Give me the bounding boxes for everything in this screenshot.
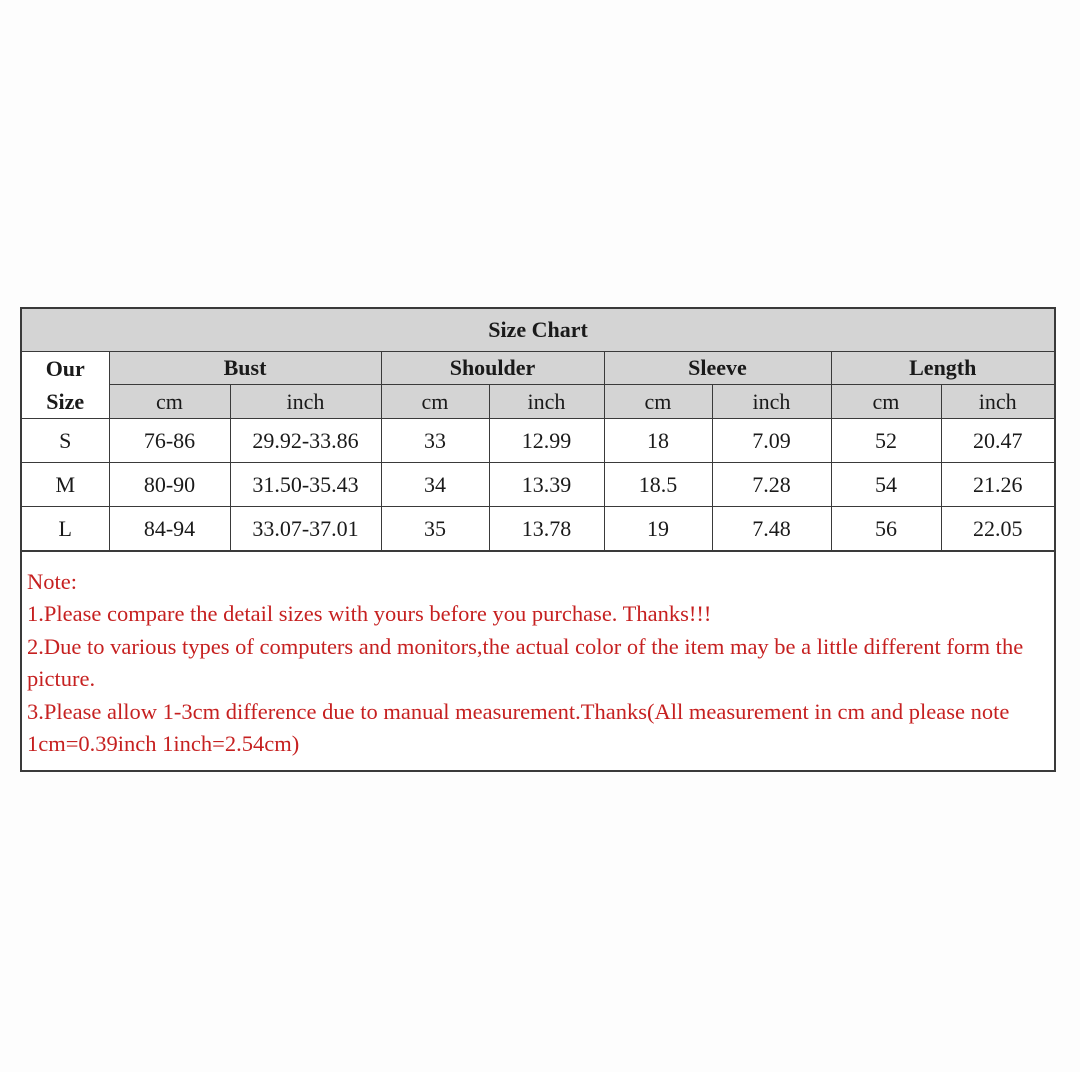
table-cell: 33 <box>381 419 489 463</box>
group-header-bust: Bust <box>109 352 381 385</box>
group-header-length: Length <box>831 352 1054 385</box>
unit-header-length-inch: inch <box>941 385 1054 419</box>
unit-header-bust-cm: cm <box>109 385 230 419</box>
note-line-3: 3.Please allow 1-3cm difference due to manual measurement.Thanks(All measurement in cm and please note 1cm=0.39inch 1inch=2.54cm) <box>27 698 1010 757</box>
chart-title: Size Chart <box>22 309 1054 352</box>
table-cell: 84-94 <box>109 507 230 551</box>
table-cell: 35 <box>381 507 489 551</box>
group-header-shoulder: Shoulder <box>381 352 604 385</box>
size-cell: S <box>22 419 109 463</box>
size-cell: L <box>22 507 109 551</box>
table-row <box>22 463 1054 507</box>
unit-header-shoulder-inch: inch <box>489 385 604 419</box>
table-cell: 33.07-37.01 <box>230 507 381 551</box>
table-cell: 7.28 <box>712 463 831 507</box>
table-cell: 7.09 <box>712 419 831 463</box>
table-cell: 13.39 <box>489 463 604 507</box>
table-cell: 22.05 <box>941 507 1054 551</box>
size-chart-table <box>22 309 1054 551</box>
size-header-line-1: Our <box>45 356 85 381</box>
notes-section <box>22 551 1054 770</box>
note-line-2: 2.Due to various types of computers and monitors,the actual color of the item may be a little different form the picture. <box>27 633 1024 692</box>
table-cell: 12.99 <box>489 419 604 463</box>
table-row <box>22 507 1054 551</box>
table-cell: 54 <box>831 463 941 507</box>
unit-header-bust-inch: inch <box>230 385 381 419</box>
table-cell: 20.47 <box>941 419 1054 463</box>
unit-header-shoulder-cm: cm <box>381 385 489 419</box>
table-cell: 52 <box>831 419 941 463</box>
table-cell: 31.50-35.43 <box>230 463 381 507</box>
size-column-header <box>22 352 109 419</box>
notes-heading: Note: <box>27 569 77 594</box>
table-cell: 76-86 <box>109 419 230 463</box>
size-header-line-2: Size <box>46 389 85 414</box>
group-header-sleeve: Sleeve <box>604 352 831 385</box>
table-cell: 80-90 <box>109 463 230 507</box>
table-cell: 18.5 <box>604 463 712 507</box>
table-cell: 7.48 <box>712 507 831 551</box>
table-cell: 29.92-33.86 <box>230 419 381 463</box>
table-cell: 21.26 <box>941 463 1054 507</box>
table-cell: 56 <box>831 507 941 551</box>
unit-header-sleeve-cm: cm <box>604 385 712 419</box>
table-cell: 18 <box>604 419 712 463</box>
unit-header-length-cm: cm <box>831 385 941 419</box>
table-cell: 19 <box>604 507 712 551</box>
table-row <box>22 419 1054 463</box>
table-cell: 13.78 <box>489 507 604 551</box>
size-chart <box>20 307 1056 772</box>
note-line-1: 1.Please compare the detail sizes with yours before you purchase. Thanks!!! <box>27 601 712 627</box>
size-cell: M <box>22 463 109 507</box>
table-cell: 34 <box>381 463 489 507</box>
unit-header-sleeve-inch: inch <box>712 385 831 419</box>
